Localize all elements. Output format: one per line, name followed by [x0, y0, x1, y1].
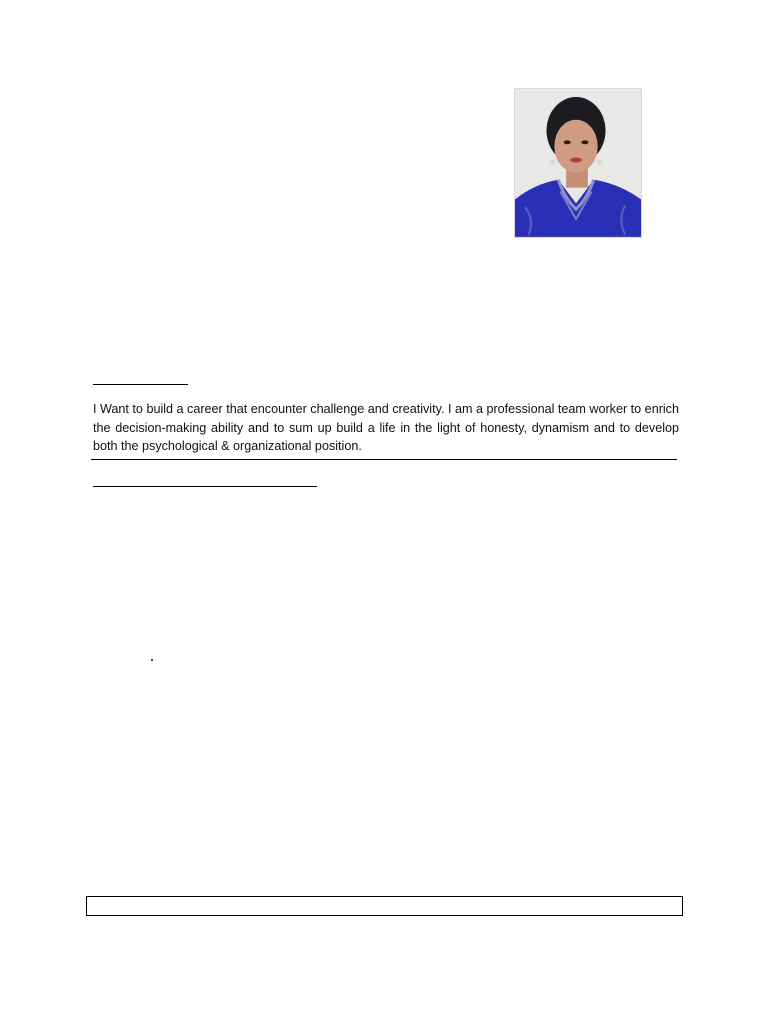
section-heading-rule-2 — [93, 486, 317, 487]
portrait-photo-icon — [515, 89, 641, 237]
footer-box — [86, 896, 683, 916]
profile-photo — [514, 88, 642, 238]
section-heading-rule — [93, 384, 188, 385]
career-objective-text: I Want to build a career that encounter challenge and creativity. I am a professional team worker to enrich the decision-making ability and to sum up build a life in the light of honesty, dynamism and to develop both the psychological & organizational position. — [93, 402, 679, 453]
section-divider — [91, 459, 677, 460]
stray-dot — [151, 659, 153, 661]
